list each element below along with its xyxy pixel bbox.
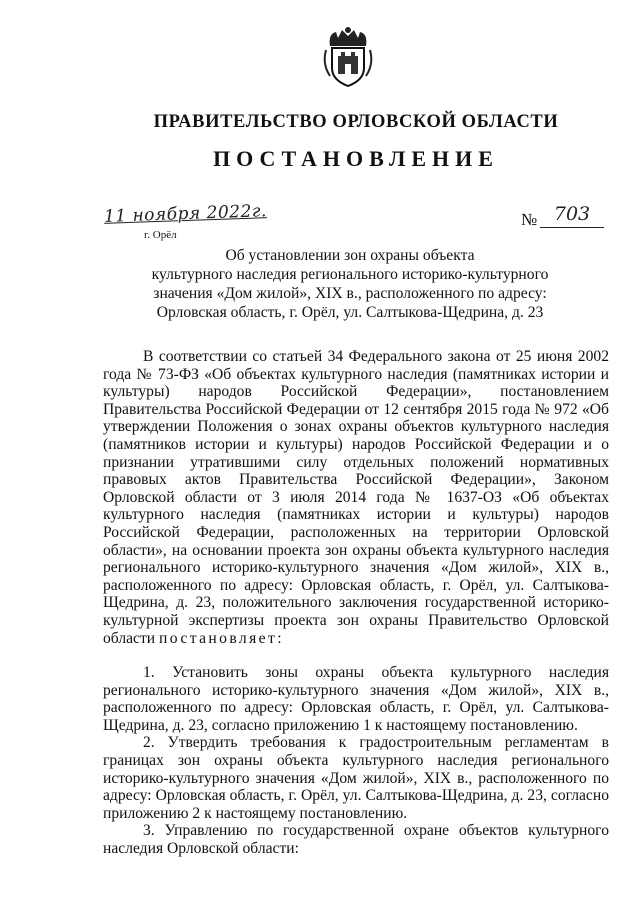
subject-line: значения «Дом жилой», XIX в., расположенного по адресу:	[153, 285, 547, 302]
subject-line: Орловская область, г. Орёл, ул. Салтыкова-Щедрина, д. 23	[156, 304, 544, 321]
government-title: ПРАВИТЕЛЬСТВО ОРЛОВСКОЙ ОБЛАСТИ	[153, 112, 559, 132]
subject-line: Об установлении зон охраны объекта	[225, 247, 475, 264]
decree-item-2: 2. Утвердить требования к градостроительным регламентам в границах зон охраны объекта культурного наследия регионального историко-культурного значения «Дом жилой», XIX в., расположенного по адресу: Орловская область, г. Орёл, ул. Салтыкова-Щедрина, д. 23, согласно приложению 2 к настоящему постановлению.	[103, 734, 609, 822]
handwritten-date: 11 ноября 2022г.	[103, 201, 268, 227]
decree-word: постановляет:	[159, 629, 284, 647]
subject-line: культурного наследия регионального историко-культурного	[151, 266, 549, 283]
decree-item-3: 3. Управлению по государственной охране объектов культурного наследия Орловской области:	[103, 822, 609, 858]
document-subject	[150, 246, 550, 322]
number-sign: №	[521, 210, 538, 229]
preamble-text: В соответствии со статьей 34 Федерального закона от 25 июня 2002 года № 73-ФЗ «Об объектах культурного наследия (памятниках истории и культуры) народов Российской Федерации», постановлением Правительства Российской Федерации от 12 сентября 2015 года № 972 «Об утверждении Положения о зонах охраны объектов культурного наследия (памятников истории и культуры) народов Российской Федерации и о признании утратившими силу отдельных положений нормативных правовых актов Правительства Российской Федерации», Законом Орловской области от 3 июля 2014 года № 1637-ОЗ «Об объектах культурного наследия (памятниках истории и культуры) народов Российской Федерации, расположенных на территории Орловской области», на основании проекта зон охраны объекта культурного наследия регионального историко-культурного значения «Дом жилой», XIX в., расположенного по адресу: Орловская область, г. Орёл, ул. Салтыкова-Щедрина, д. 23, положительного заключения государственной историко-культурной экспертизы проекта зон охраны Правительство Орловской области	[103, 348, 609, 647]
city-label: г. Орёл	[144, 229, 177, 241]
handwritten-number: 703	[540, 201, 604, 228]
coat-of-arms-icon	[322, 24, 374, 88]
decree-item-1: 1. Установить зоны охраны объекта культурного наследия регионального историко-культурного значения «Дом жилой», XIX в., расположенного по адресу: Орловская область, г. Орёл, ул. Салтыкова-Щедрина, д. 23, согласно приложению 1 к настоящему постановлению.	[103, 664, 609, 734]
preamble-paragraph	[103, 348, 609, 647]
document-type-title: ПОСТАНОВЛЕНИЕ	[213, 146, 499, 171]
document-body	[103, 348, 609, 858]
